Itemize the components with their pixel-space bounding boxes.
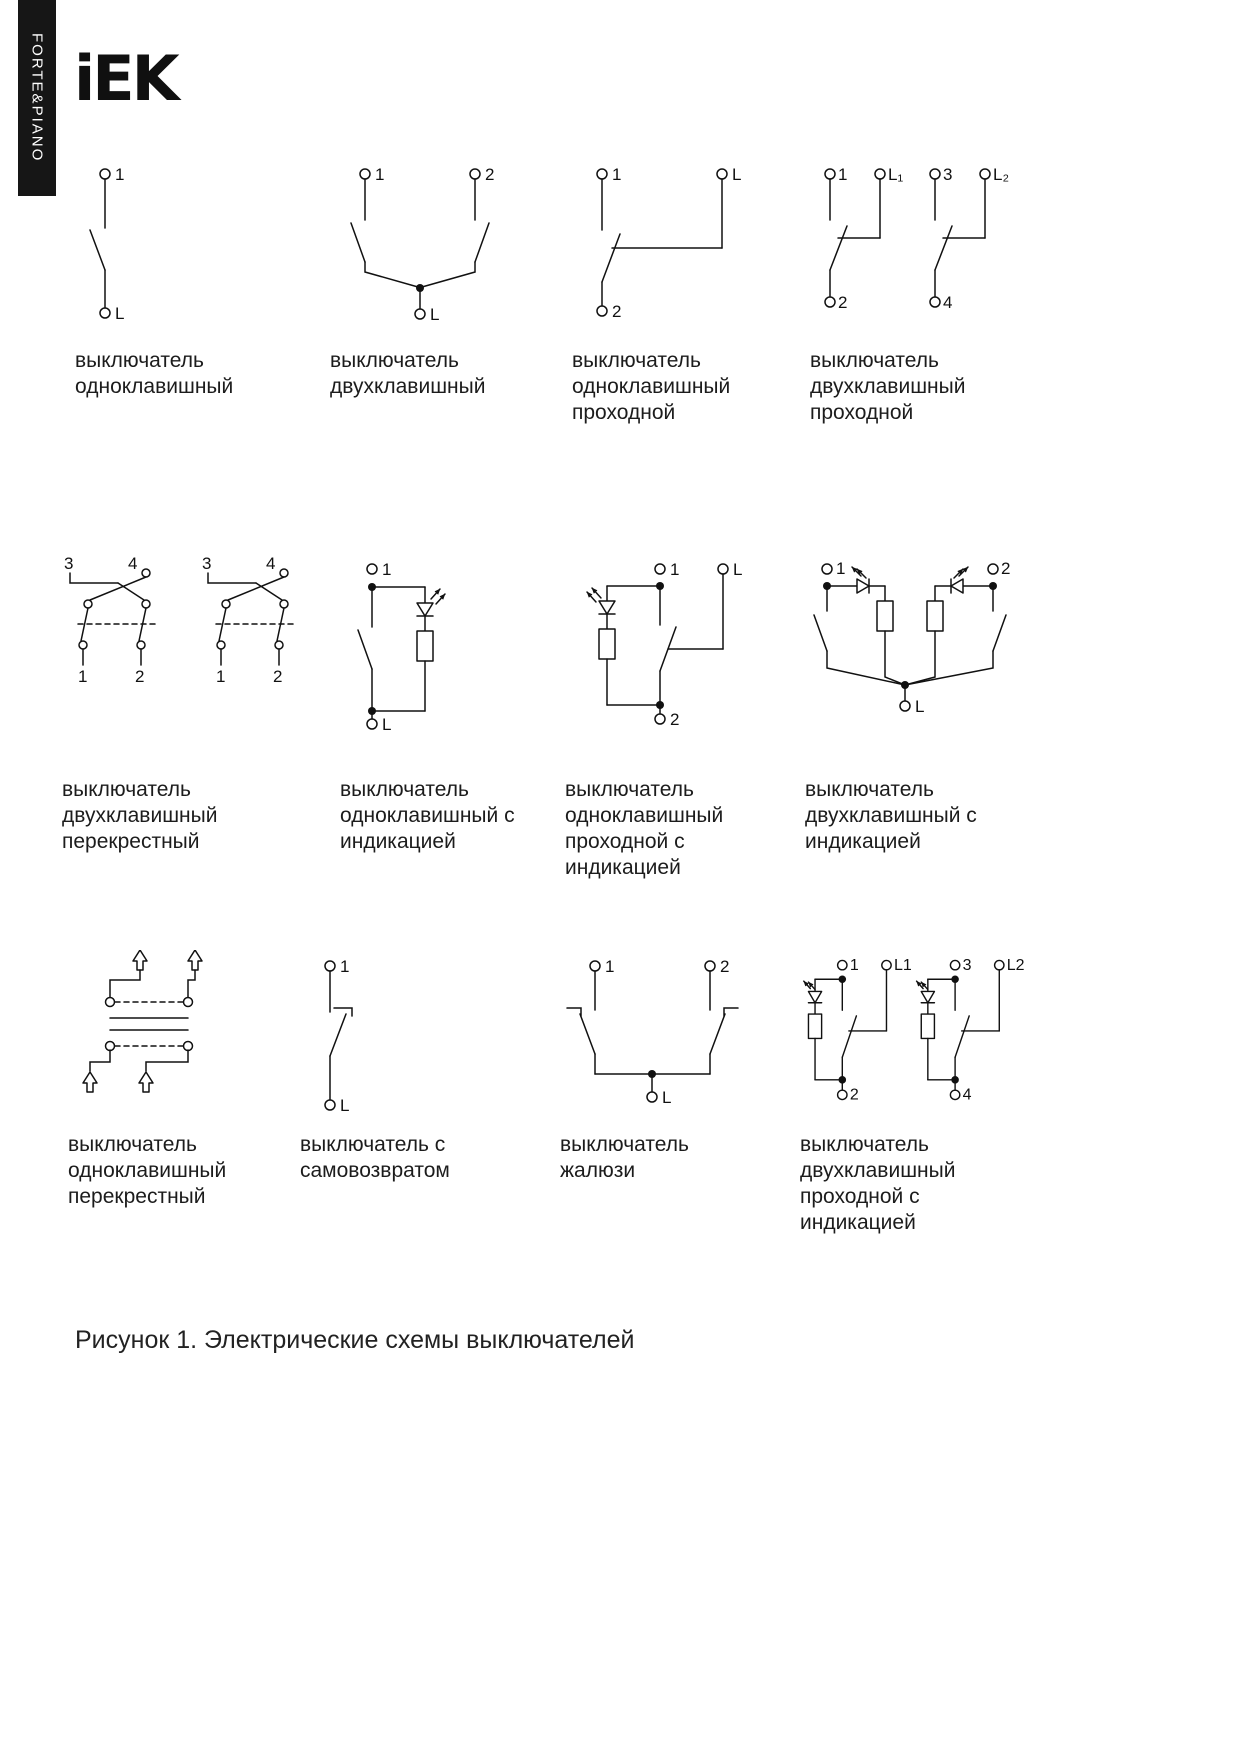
terminal-label: 1 xyxy=(382,560,392,579)
schematic-area xyxy=(75,158,280,348)
schematic-switch-2gang xyxy=(330,158,520,348)
terminal-label: L xyxy=(115,304,125,323)
terminal-label: 3 xyxy=(943,165,953,184)
terminal-label: 2 xyxy=(670,710,680,729)
diagram-caption: выключатель с самовозвратом xyxy=(300,1133,450,1183)
terminal-label: 1 xyxy=(836,559,846,578)
terminal-label: L xyxy=(430,305,440,324)
brand-logo: iEK xyxy=(74,42,177,115)
diagram-caption: выключатель одноклавишный с индикацией xyxy=(340,778,515,854)
diagram-cell-switch-blinds xyxy=(560,950,765,1184)
led-icon xyxy=(599,601,615,614)
schematic-switch-momentary xyxy=(300,950,450,1125)
arrow-icon xyxy=(139,1072,153,1092)
terminal-label: L xyxy=(382,715,392,734)
diagram-caption: выключатель жалюзи xyxy=(560,1133,689,1183)
terminal-label: 1 xyxy=(340,957,350,976)
terminal-label: L xyxy=(733,560,743,579)
diagram-caption: выключатель двухклавишный перекрестный xyxy=(62,778,218,854)
terminal-label: L xyxy=(732,165,742,184)
terminal-label: 2 xyxy=(720,957,730,976)
terminal-label: 2 xyxy=(612,302,622,321)
terminal-label: 1 xyxy=(670,560,680,579)
schematic-area xyxy=(62,553,332,777)
terminal-label: 2 xyxy=(838,293,848,312)
schematic-area xyxy=(805,553,1015,777)
terminal-label: 1 xyxy=(78,667,88,686)
terminal-label: 3 xyxy=(64,554,74,573)
resistor xyxy=(417,631,433,661)
terminal-label: L₂ xyxy=(993,165,1010,184)
diagram-cell-switch-1gang-2way-ind xyxy=(565,553,770,881)
diagram-cell-switch-1gang-cross xyxy=(68,950,273,1210)
diagram-cell-switch-momentary xyxy=(300,950,505,1184)
schematic-switch-1gang-2way xyxy=(572,158,762,328)
diagram-caption: выключатель одноклавишный перекрестный xyxy=(68,1133,227,1209)
terminal-label: 1 xyxy=(375,165,385,184)
arrow-icon xyxy=(133,950,147,970)
schematic-area xyxy=(810,158,1020,348)
schematic-area xyxy=(68,950,273,1132)
terminal-label: L2 xyxy=(1006,956,1025,974)
diagram-cell-switch-2gang-cross xyxy=(62,553,332,855)
terminal-label: 4 xyxy=(128,554,138,573)
schematic-switch-2gang-cross xyxy=(62,553,332,703)
schematic-switch-2gang-ind xyxy=(805,553,1015,723)
diagram-caption: выключатель двухклавишный проходной xyxy=(810,349,966,425)
terminal-label: 1 xyxy=(849,956,859,974)
schematic-switch-1gang-2way-ind xyxy=(565,553,755,743)
schematic-area xyxy=(800,950,1035,1132)
schematic-switch-blinds xyxy=(560,950,750,1125)
terminal-label: 2 xyxy=(1001,559,1011,578)
terminal-label: 4 xyxy=(943,293,953,312)
schematic-area xyxy=(565,553,770,777)
schematic-switch-2gang-2way-ind xyxy=(800,950,1035,1110)
terminal-label: 2 xyxy=(135,667,145,686)
schematic-area xyxy=(300,950,505,1132)
resistor xyxy=(921,1014,934,1038)
arrow-icon xyxy=(83,1072,97,1092)
led-icon xyxy=(951,579,963,593)
resistor xyxy=(808,1014,821,1038)
diagram-cell-switch-2gang xyxy=(330,158,535,400)
diagram-cell-switch-1gang-2way xyxy=(572,158,777,426)
diagram-cell-switch-2gang-2way-ind xyxy=(800,950,1035,1236)
led-icon xyxy=(921,991,934,1002)
led-icon xyxy=(808,991,821,1002)
terminal-label: L₁ xyxy=(888,165,904,184)
diagram-caption: выключатель двухклавишный проходной с индикацией xyxy=(800,1133,956,1235)
terminal-label: L xyxy=(662,1088,672,1107)
terminal-label: 1 xyxy=(216,667,226,686)
diagram-cell-switch-2gang-2way xyxy=(810,158,1020,426)
terminal-label: 4 xyxy=(266,554,276,573)
diagram-cell-switch-2gang-ind xyxy=(805,553,1015,855)
schematic-switch-2gang-2way xyxy=(810,158,1020,328)
diagram-cell-switch-1gang xyxy=(75,158,280,400)
schematic-area xyxy=(572,158,777,348)
schematic-switch-1gang-cross xyxy=(68,950,238,1110)
series-label: FORTE&PIANO xyxy=(28,33,46,163)
figure-caption: Рисунок 1. Электрические схемы выключателей xyxy=(75,1326,635,1354)
terminal-label: 2 xyxy=(485,165,495,184)
terminal-label: 1 xyxy=(612,165,622,184)
arrow-icon xyxy=(188,950,202,970)
schematic-area xyxy=(330,158,535,348)
terminal-label: 1 xyxy=(115,165,125,184)
resistor xyxy=(599,629,615,659)
diagram-cell-switch-1gang-ind xyxy=(340,553,545,855)
diagram-caption: выключатель одноклавишный проходной с индикацией xyxy=(565,778,724,880)
terminal-label: 2 xyxy=(849,1086,859,1104)
terminal-label: L xyxy=(340,1096,350,1115)
terminal-label: L1 xyxy=(894,956,912,974)
terminal-label: 1 xyxy=(605,957,615,976)
diagram-caption: выключатель одноклавишный проходной xyxy=(572,349,731,425)
schematic-area xyxy=(560,950,765,1132)
terminal-label: 1 xyxy=(838,165,848,184)
diagram-caption: выключатель двухклавишный xyxy=(330,349,486,399)
diagram-caption: выключатель двухклавишный с индикацией xyxy=(805,778,977,854)
schematic-switch-1gang-ind xyxy=(340,553,490,753)
schematic-switch-1gang xyxy=(75,158,225,343)
led-icon xyxy=(417,603,433,616)
terminal-label: 2 xyxy=(273,667,283,686)
terminal-label: 4 xyxy=(962,1086,972,1104)
terminal-label: 3 xyxy=(962,956,972,974)
terminal-label: L xyxy=(915,697,925,716)
led-icon xyxy=(857,579,869,593)
resistor xyxy=(877,601,893,631)
resistor xyxy=(927,601,943,631)
series-sidebar xyxy=(18,0,56,196)
diagram-caption: выключатель одноклавишный xyxy=(75,349,234,399)
terminal-label: 3 xyxy=(202,554,212,573)
schematic-area xyxy=(340,553,545,777)
